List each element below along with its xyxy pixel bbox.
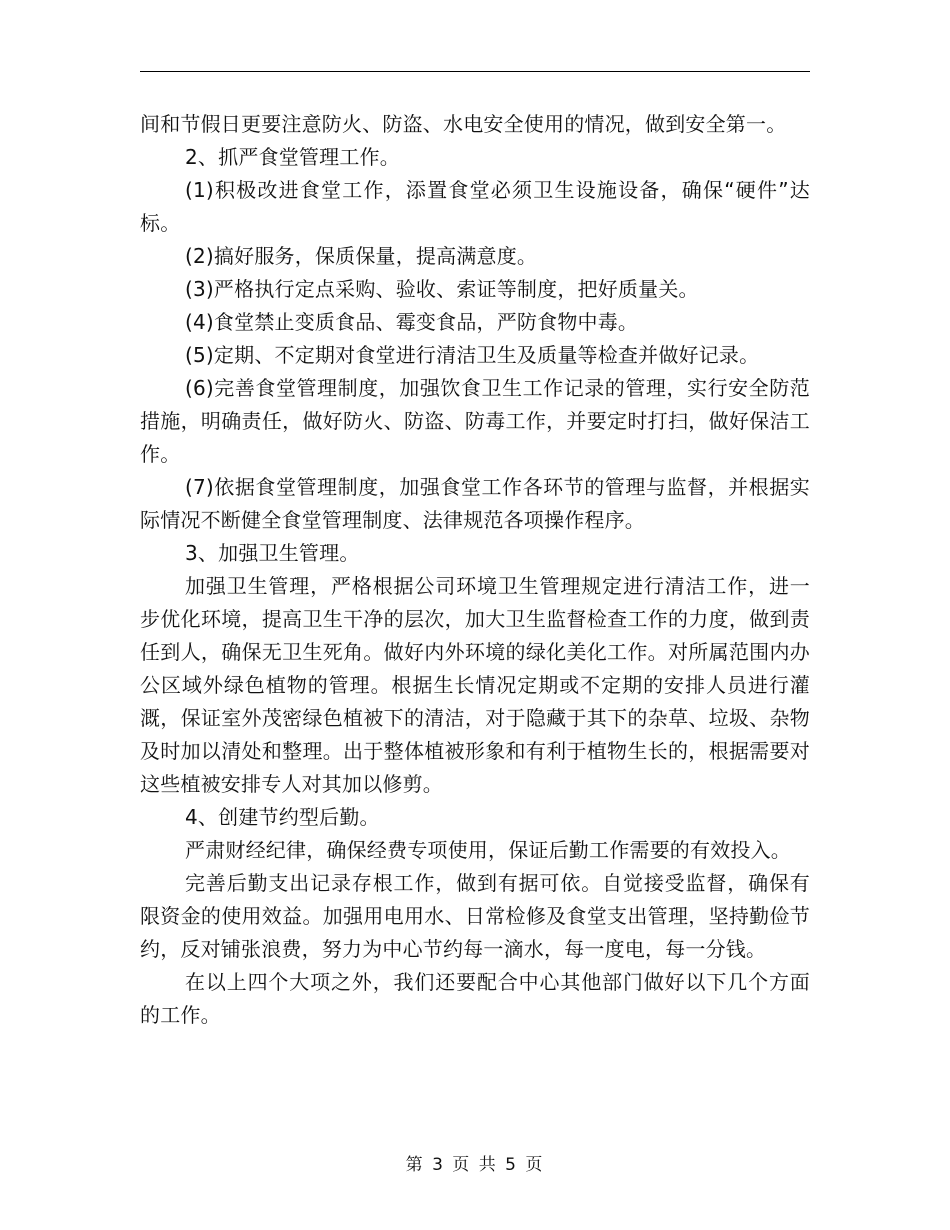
paragraph-expense-records: 完善后勤支出记录存根工作，做到有据可依。自觉接受监督，确保有限资金的使用效益。加强用电用水、日常检修及食堂支出管理，坚持勤俭节约，反对铺张浪费，努力为中心节约每一滴水，每一度电，每一分钱。 [140, 871, 810, 961]
list-item-canteen-6: (6)完善食堂管理制度，加强饮食卫生工作记录的管理，实行安全防范措施，明确责任，做好防火、防盗、防毒工作，并要定时打扫，做好保洁工作。 [140, 376, 810, 466]
header-rule [140, 71, 810, 72]
paragraph-finance-discipline: 严肃财经纪律，确保经费专项使用，保证后勤工作需要的有效投入。 [185, 838, 791, 862]
heading-thrift: 4、创建节约型后勤。 [185, 805, 380, 829]
paragraph-hygiene: 加强卫生管理，严格根据公司环境卫生管理规定进行清洁工作，进一步优化环境，提高卫生干净的层次，加大卫生监督检查工作的力度，做到责任到人，确保无卫生死角。做好内外环境的绿化美化工作。对所属范围内办公区域外绿色植物的管理。根据生长情况定期或不定期的安排人员进行灌溉，保证室外茂密绿色植被下的清洁，对于隐藏于其下的杂草、垃圾、杂物及时加以清处和整理。出于整体植被形象和有利于植物生长的，根据需要对这些植被安排专人对其加以修剪。 [140, 574, 810, 796]
heading-canteen: 2、抓严食堂管理工作。 [185, 145, 400, 169]
list-item-canteen-3: (3)严格执行定点采购、验收、索证等制度，把好质量关。 [185, 277, 699, 301]
paragraph-other-departments: 在以上四个大项之外，我们还要配合中心其他部门做好以下几个方面的工作。 [140, 970, 810, 1027]
page-number: 第 3 页 共 5 页 [405, 1155, 545, 1175]
list-item-canteen-4: (4)食堂禁止变质食品、霉变食品，严防食物中毒。 [185, 310, 639, 334]
heading-hygiene: 3、加强卫生管理。 [185, 541, 360, 565]
list-item-canteen-5: (5)定期、不定期对食堂进行清洁卫生及质量等检查并做好记录。 [185, 343, 760, 367]
list-item-canteen-7: (7)依据食堂管理制度，加强食堂工作各环节的管理与监督，并根据实际情况不断健全食堂管理制度、法律规范各项操作程序。 [140, 475, 810, 532]
paragraph-safety-end: 间和节假日更要注意防火、防盗、水电安全使用的情况，做到安全第一。 [140, 112, 787, 136]
list-item-canteen-2: (2)搞好服务，保质保量，提高满意度。 [185, 244, 538, 268]
document-body [140, 108, 810, 1032]
list-item-canteen-1: (1)积极改进食堂工作，添置食堂必须卫生设施设备，确保“硬件”达标。 [140, 178, 810, 235]
